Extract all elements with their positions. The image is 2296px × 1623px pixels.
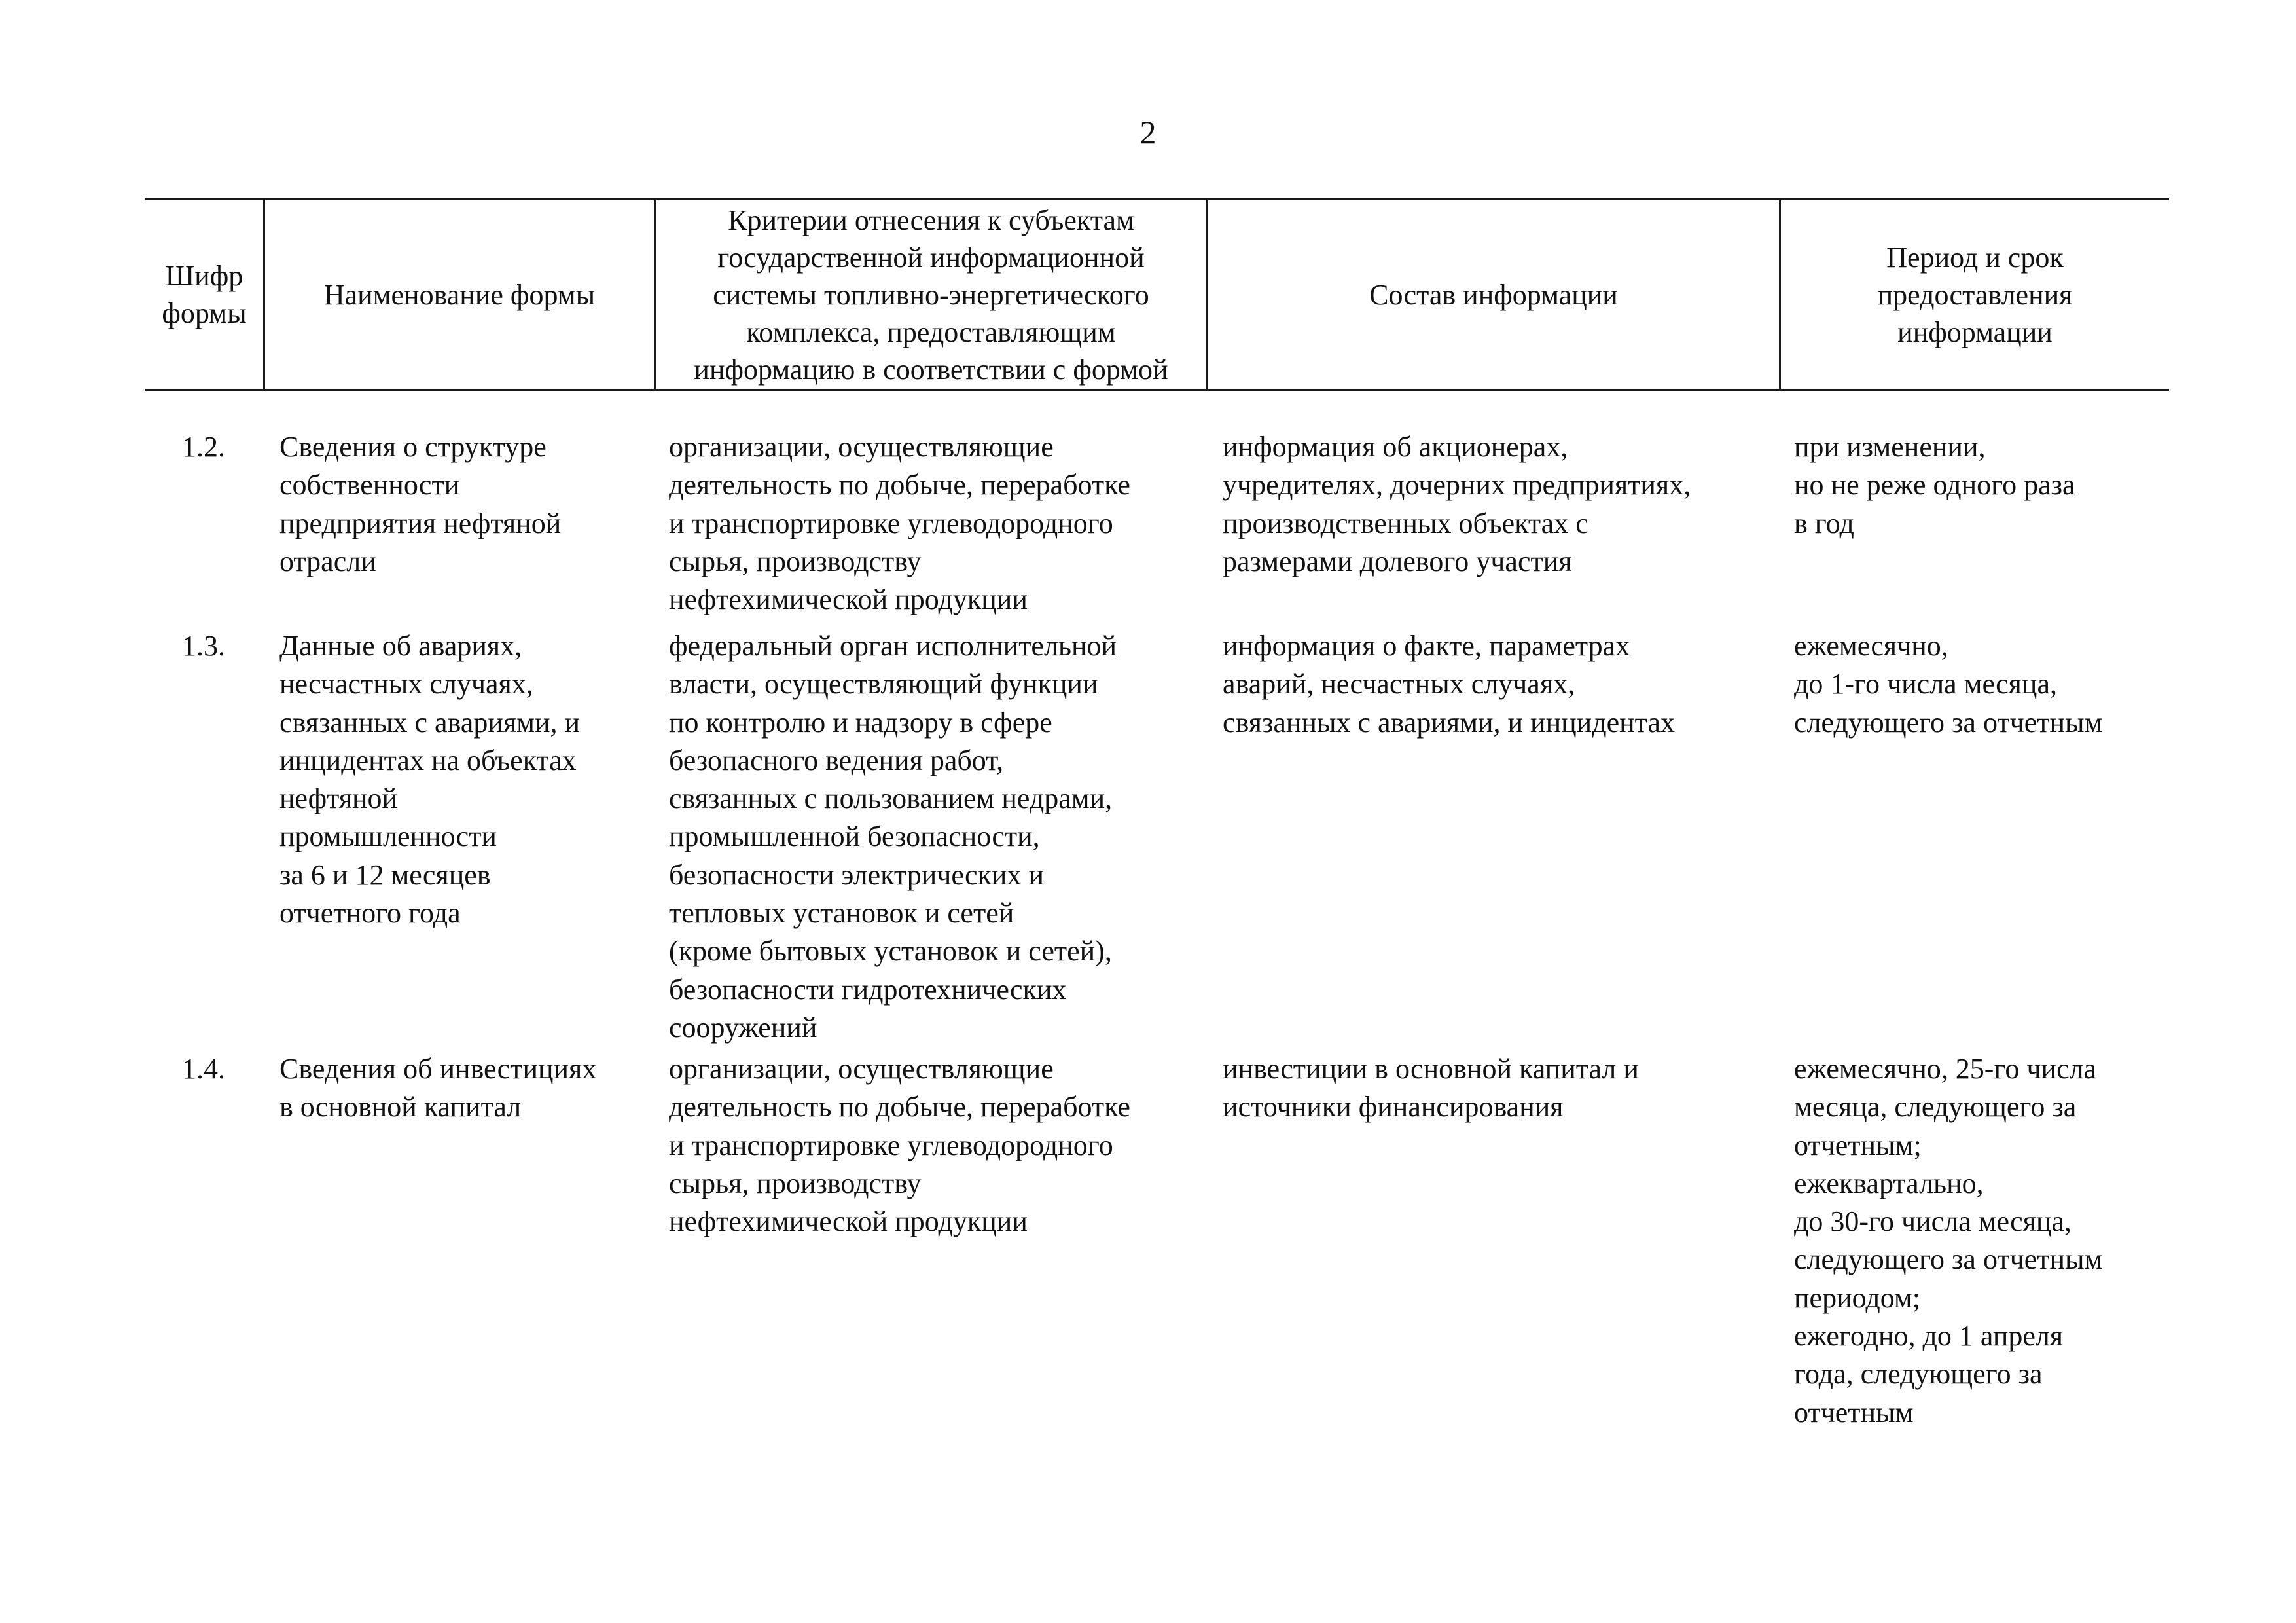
row-code: 1.4. (182, 1053, 225, 1085)
row-form-name: Данные об авариях, несчастных случаях, связанных с авариями, и инцидентах на объектах нефтяной промышленности за 6 и 12 месяцев отчетного года (279, 630, 581, 930)
column-header-criteria: Критерии отнесения к субъектам государственной информационной системы топливно-энергетического комплекса, предоставляющим информацию в соответствии с формой (694, 204, 1168, 386)
row-criteria: федеральный орган исполнительной власти, осуществляющий функции по контролю и надзору в сфере безопасного ведения работ, связанных с пользованием недрами, промышленной безопасности, безопасности электрических и тепловых установок и сетей (кроме бытовых установок и сетей), безопасности гидротехнических сооружений (669, 630, 1117, 1044)
row-criteria: организации, осуществляющие деятельность по добыче, переработке и транспортировке углеводородного сырья, производству нефтехимической продукции (669, 431, 1130, 616)
row-period: ежемесячно, до 1-го числа месяца, следующего за отчетным (1794, 630, 2103, 739)
row-period: при изменении, но не реже одного раза в год (1794, 431, 2075, 539)
column-header-content: Состав информации (1369, 278, 1618, 311)
row-information-content: инвестиции в основной капитал и источники финансирования (1223, 1053, 1639, 1123)
page-number: 2 (1139, 114, 1157, 151)
row-criteria: организации, осуществляющие деятельность по добыче, переработке и транспортировке углеводородного сырья, производству нефтехимической продукции (669, 1053, 1130, 1238)
row-information-content: информация об акционерах, учредителях, дочерних предприятиях, производственных объектах с размерами долевого участия (1223, 431, 1691, 577)
row-code: 1.3. (182, 630, 225, 662)
row-form-name: Сведения об инвестициях в основной капитал (279, 1053, 597, 1123)
column-header-name: Наименование формы (323, 278, 596, 311)
row-period: ежемесячно, 25-го числа месяца, следующего за отчетным; ежеквартально, до 30-го числа месяца, следующего за отчетным периодом; ежегодно, до 1 апреля года, следующего за отчетным (1794, 1053, 2103, 1429)
row-information-content: информация о факте, параметрах аварий, несчастных случаях, связанных с авариями, и инцидентах (1223, 630, 1675, 739)
row-code: 1.2. (182, 431, 225, 463)
row-form-name: Сведения о структуре собственности предприятия нефтяной отрасли (279, 431, 562, 577)
column-header-period: Период и срок предоставления информации (1877, 241, 2073, 348)
column-header-code: Шифр формы (162, 260, 247, 329)
header-bottom-rule (145, 389, 2169, 391)
